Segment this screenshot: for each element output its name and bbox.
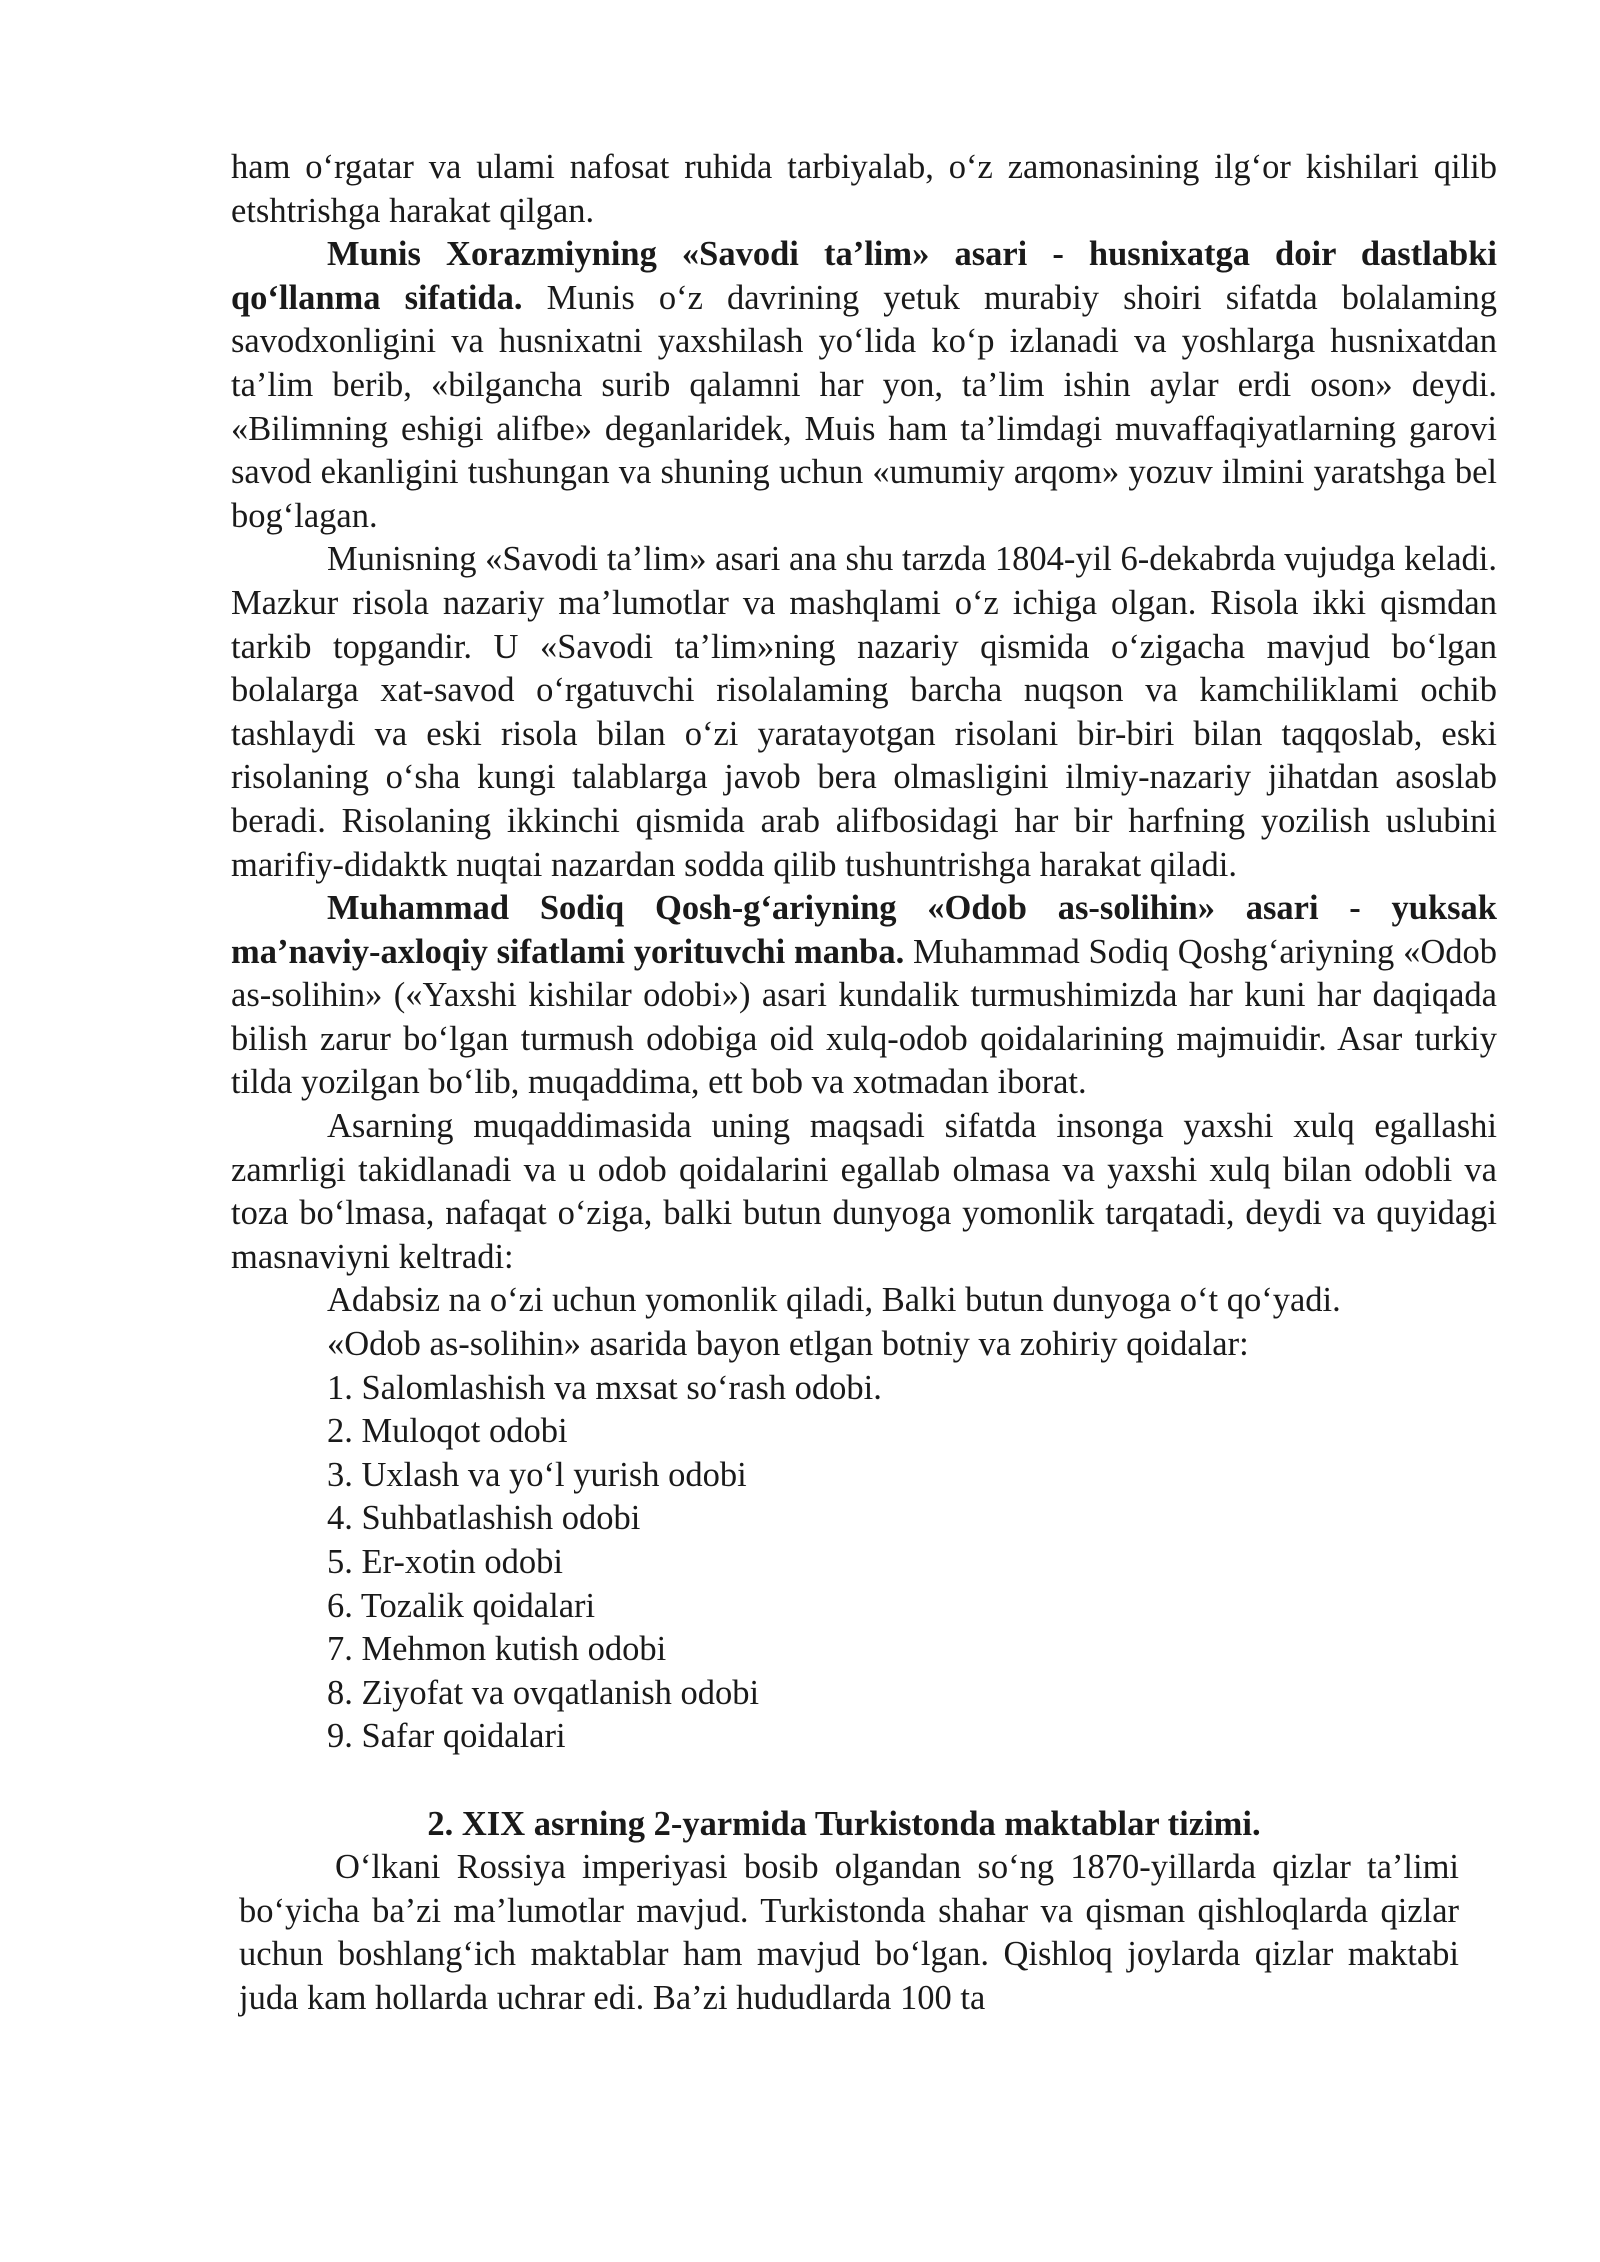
paragraph-turkiston: O‘lkani Rossiya imperiyasi bosib olgandan so‘ng 1870-yillarda qizlar ta’limi bo‘yicha ba’zi ma’lumotlar mavjud. Turkistonda shahar va qisman qishloqlarda qizlar uchun boshlang‘ich maktablar ham mavjud bo‘lgan. Qishloq joylarda qizlar maktabi juda kam hollarda uchrar edi. Ba’zi hududlarda 100 ta: [239, 1848, 1459, 2017]
list-item: 2. Muloqot odobi: [327, 1412, 568, 1451]
rules-list: [231, 1367, 1497, 1759]
document-page: [231, 146, 1497, 2021]
section-title-munis: Munis Xorazmiyning «Savodi ta’lim» asari - husnixatga doir dastlabki qo‘llanma sifatida.: [231, 235, 1497, 317]
paragraph-continuation: ham o‘rgatar va ulami nafosat ruhida tarbiyalab, o‘z zamonasining ilg‘or kishilari qilib etshtrishga harakat qilgan.: [231, 148, 1497, 230]
list-intro: «Odob as-solihin» asarida bayon etlgan botniy va zohiriy qoidalar:: [327, 1325, 1249, 1364]
section-heading: 2. XIX asrning 2-yarmida Turkistonda maktablar tizimi.: [427, 1804, 1261, 1843]
paragraph-muqaddima: Asarning muqaddimasida uning maqsadi sifatda insonga yaxshi xulq egallashi zamrligi takidlanadi va u odob qoidalarini egallab olmasa va yaxshi xulq bilan odobli va toza bo‘lmasa, nafaqat o‘ziga, balki butun dunyoga yomonlik tarqatadi, deydi va quyidagi masnaviyni keltradi:: [231, 1107, 1497, 1276]
list-item: 3. Uxlash va yo‘l yurish odobi: [327, 1455, 747, 1494]
list-item: 9. Safar qoidalari: [327, 1717, 566, 1756]
paragraph-savodi-talim: Munisning «Savodi ta’lim» asari ana shu tarzda 1804-yil 6-dekabrda vujudga keladi. Mazkur risola nazariy ma’lumotlar va mashqlami o‘z ichiga olgan. Risola ikki qismdan tarkib topgandir. U «Savodi ta’lim»ning nazariy qismida o‘zigacha mavjud bo‘lgan bolalarga xat-savod o‘rgatuvchi risolalaming barcha nuqson va kamchiliklami ochib tashlaydi va eski risola bilan o‘zi yaratayotgan risolani bir-biri bilan taqqoslab, eski risolaning o‘sha kungi talablarga javob bera olmasligini ilmiy-nazariy jihatdan asoslab beradi. Risolaning ikkinchi qismida arab alifbosidagi har bir harfning yozilish uslubini marifiy-didaktk nuqtai nazardan sodda qilib tushuntrishga harakat qiladi.: [231, 540, 1497, 884]
list-item: 6. Tozalik qoidalari: [327, 1586, 596, 1625]
list-item: 4. Suhbatlashish odobi: [327, 1499, 641, 1538]
paragraph-munis-text: Munis o‘z davrining yetuk murabiy shoiri sifatda bolalaming savodxonligini va husnixatni yaxshilash yo‘lida ko‘p izlanadi va yoshlarga husnixatdan ta’lim berib, «bilgancha surib qalamni har yon, ta’lim ishin aylar erdi oson» deydi. «Bilimning eshigi alifbe» deganlaridek, Muis ham ta’limdagi muvaffaqiyatlarning garovi savod ekanligini tushungan va shuning uchun «umumiy arqom» yozuv ilmini yaratshga bel bog‘lagan.: [231, 278, 1497, 535]
section-title-qoshgariy: Muhammad Sodiq Qosh-g‘ariyning «Odob as-solihin» asari - yuksak ma’naviy-axloqiy sifatlami yorituvchi manba.: [231, 889, 1497, 971]
list-item: 5. Er-xotin odobi: [327, 1543, 563, 1581]
paragraph-qoshgariy: [231, 887, 1497, 1105]
list-item: 8. Ziyofat va ovqatlanish odobi: [327, 1673, 760, 1712]
paragraph-munis: [231, 233, 1497, 538]
paragraph-qoshgariy-text: Muhammad Sodiq Qoshg‘ariyning «Odob as-solihin» («Yaxshi kishilar odobi») asari kundalik turmushimizda har kuni har daqiqada bilish zarur bo‘lgan turmush odobiga oid xulq-odob qoidalarining majmuidir. Asar turkiy tilda yozilgan bo‘lib, muqaddima, ett bob va xotmadan iborat.: [231, 932, 1497, 1102]
list-item: 7. Mehmon kutish odobi: [327, 1630, 667, 1669]
list-item: 1. Salomlashish va mxsat so‘rash odobi.: [327, 1368, 882, 1407]
quote-line: Adabsiz na o‘zi uchun yomonlik qiladi, Balki butun dunyoga o‘t qo‘yadi.: [327, 1281, 1341, 1320]
